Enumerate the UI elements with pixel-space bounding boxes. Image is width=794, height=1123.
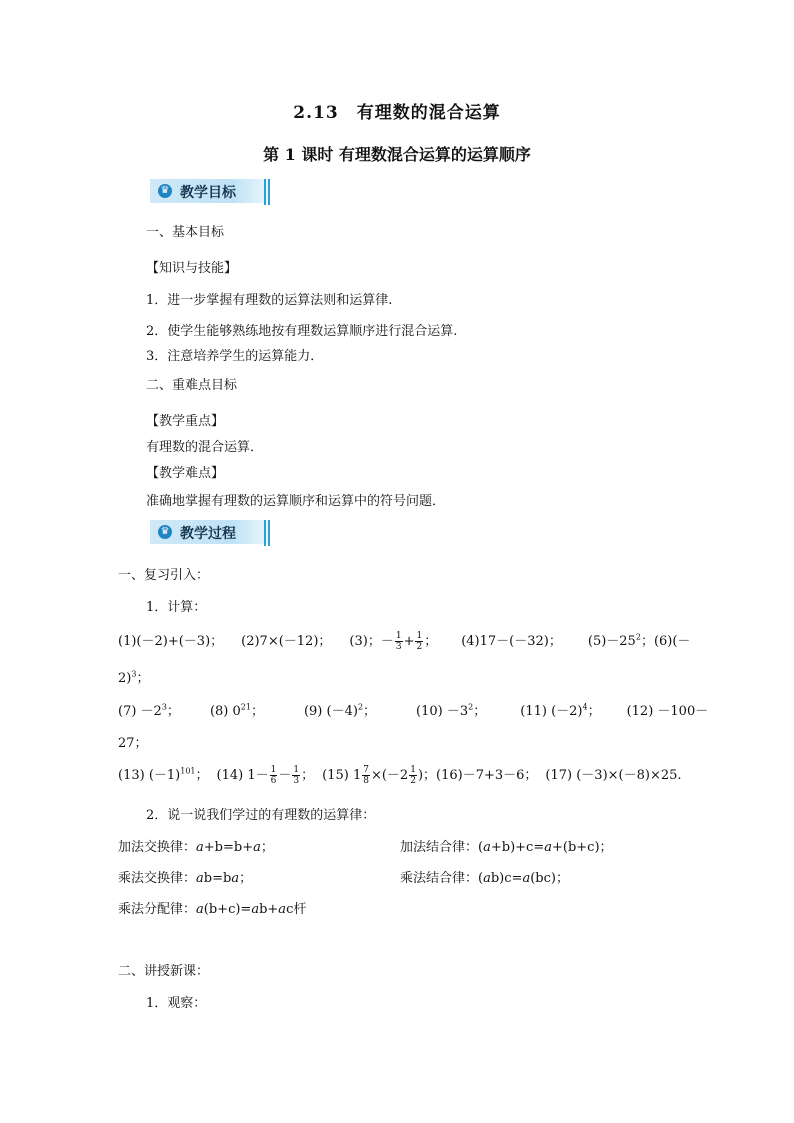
process-banner — [150, 520, 272, 546]
basic-goals-heading: 一、基本目标 — [146, 225, 225, 240]
fraction: $\frac{1}{3}$ — [395, 631, 402, 652]
exercise-row-2: $(7) -2^3$； (8) $0^{21}$； (9) $(-4)^2$； $(10) -3^2$； (11) $(-2)^4$； (12) －100－ — [118, 702, 709, 719]
fraction: $\frac{7}{8}$ — [363, 765, 369, 786]
exercise-row-1-wrap: 2)$^3$； — [118, 669, 150, 686]
lesson-subtitle: 第 1 课时 有理数混合运算的运算顺序 — [263, 145, 531, 164]
fraction: $\frac{1}{3}$ — [293, 765, 300, 786]
focus-text: 有理数的混合运算． — [146, 440, 264, 455]
goals-banner — [150, 179, 272, 205]
focus-heading: 【教学重点】 — [146, 414, 225, 429]
law-add-comm: 加法交换律：a+b=b+a； — [118, 840, 274, 855]
new-lesson-heading: 二、讲授新课： — [118, 964, 210, 979]
calc-heading: 1．计算： — [146, 600, 207, 615]
law-mul-assoc: 乘法结合律：(ab)c=a(bc)； — [400, 871, 569, 886]
law-mul-dist: 乘法分配律：a(b+c)=ab+ac杆 — [118, 902, 307, 917]
key-goals-heading: 二、重难点目标 — [146, 378, 238, 393]
laws-heading: 2．说一说我们学过的有理数的运算律： — [146, 808, 376, 823]
knowledge-heading: 【知识与技能】 — [146, 261, 238, 276]
fraction: $\frac{1}{2}$ — [416, 631, 423, 652]
trophy-icon: ♛ — [158, 184, 172, 198]
goal-item-2: 2．使学生能够熟练地按有理数运算顺序进行混合运算. — [146, 324, 458, 339]
trophy-icon: ♛ — [158, 525, 172, 539]
exercise-row-2-wrap: 27； — [118, 736, 148, 751]
goal-item-1: 1．进一步掌握有理数的运算法则和运算律. — [146, 293, 393, 308]
difficulty-text: 准确地掌握有理数的运算顺序和运算中的符号问题． — [146, 494, 446, 509]
exercise-row-3: (13) $(-1)^{101}$； (14) 1－ $\frac{1}{6}$ － $\frac{1}{3}$ ； (15) 1 $\frac{7}{8}$ ×(－2 $\frac{1}{2}$ )；(16)－7+3－6； (17) (－3)×(－8)×25. — [118, 765, 682, 786]
fraction: $\frac{1}{6}$ — [270, 765, 277, 786]
process-banner-label: 教学过程 — [180, 526, 236, 542]
goals-banner-label: 教学目标 — [180, 185, 236, 201]
law-add-assoc: 加法结合律：(a+b)+c=a+(b+c)； — [400, 840, 613, 855]
page-title: 2.13 有理数的混合运算 — [293, 103, 501, 123]
difficulty-heading: 【教学难点】 — [146, 466, 225, 481]
fraction: $\frac{1}{2}$ — [410, 765, 416, 786]
observe-heading: 1．观察： — [146, 996, 207, 1011]
goal-item-3: 3．注意培养学生的运算能力． — [146, 349, 324, 364]
review-heading: 一、复习引入： — [118, 568, 210, 583]
law-mul-comm: 乘法交换律：ab=ba； — [118, 871, 253, 886]
exercise-row-1: (1)(－2)+(－3)； (2)7×(－12)； (3)；－ $\frac{1}{3}$ + $\frac{1}{2}$ ； (4)17－(－32)； $(5)-25^2$；(6)(－ — [118, 631, 691, 652]
